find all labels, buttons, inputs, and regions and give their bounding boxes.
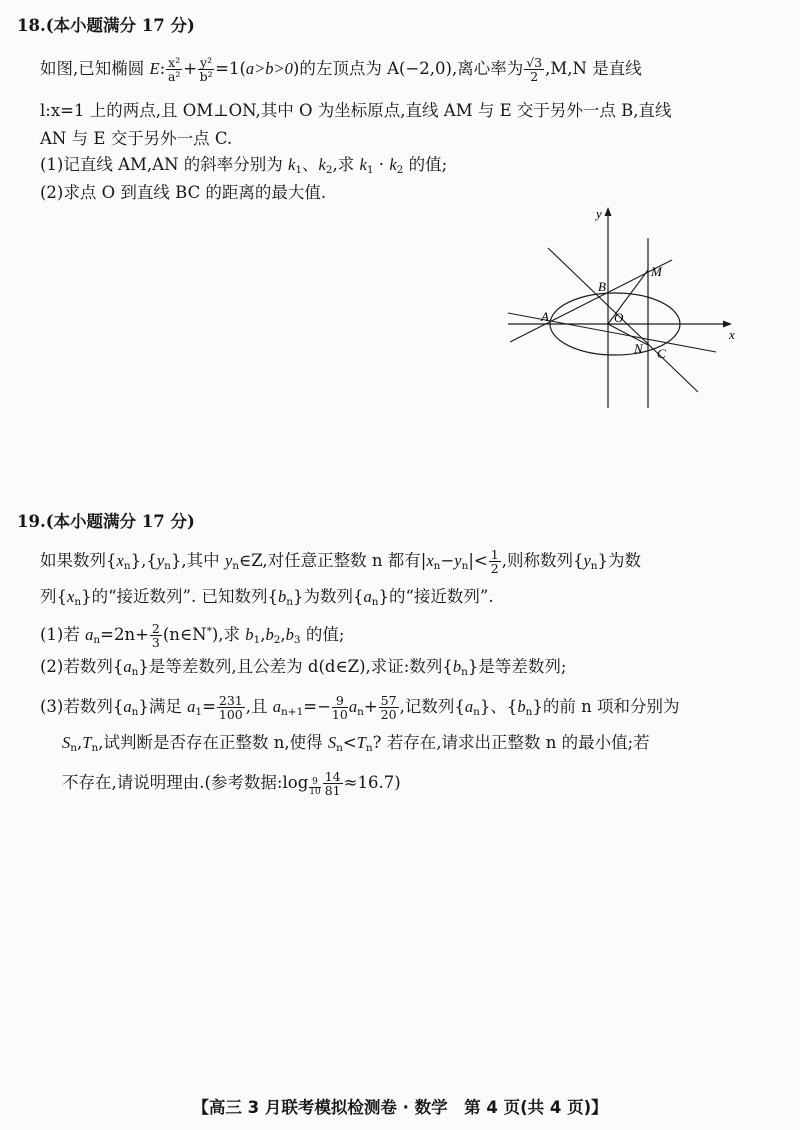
q19-frac-a1: $\frac{231}{100}$: [218, 693, 243, 722]
q18-condition: a>b>0: [245, 59, 293, 78]
q18-header: 18.(本小题满分 17 分): [17, 16, 195, 35]
label-b: B: [598, 279, 606, 294]
q19-frac-half: $\frac{1}{2}$: [490, 547, 499, 576]
q18-line-1: 如图,已知椭圆 E: $\frac{\text{x²}}{\text{a²}}$ + $\frac{\text{y²}}{\text{b²}}$ =1(a>b>0)的左顶点为 A(−2,0),离心率为 $\frac{√3}{2}$ ,M,N 是直线: [40, 55, 642, 84]
q18-part-2: (2)求点 O 到直线 BC 的距离的最大值.: [40, 183, 327, 202]
q18-text: 如图,已知椭圆: [40, 59, 150, 78]
label-n: N: [634, 341, 643, 356]
label-y: y: [596, 206, 602, 221]
q19-part-3-line-1: (3)若数列$\{a_n\}$满足 $a_1=$ $\frac{231}{100}$ ,且 $a_{n+1}=-$ $\frac{9}{10}$ $a_n+$ $\frac{57}{20}$ ,记数列$\{a_n\}$、$\{b_n\}$的前 n 项和分别为: [40, 693, 680, 722]
y-axis-arrow: [605, 207, 612, 216]
label-a: A: [541, 309, 549, 324]
q19-frac-two-thirds: $\frac{2}{3}$: [151, 621, 160, 650]
label-c: C: [657, 346, 666, 361]
q18-line-3: AN 与 E 交于另外一点 C.: [40, 129, 233, 148]
q19-part-1: (1)若 $a_n=2n+$ $\frac{2}{3}$ (n∈N*),求 $b_1,b_2,b_3$ 的值;: [40, 621, 345, 650]
q18-frac-y: $\frac{\text{y²}}{\text{b²}}$: [199, 55, 213, 84]
q19-frac-nine-tenths: $\frac{9}{10}$: [331, 693, 348, 722]
label-x: x: [729, 327, 735, 342]
q19-line-2: 列$\{x_n\}$的“接近数列”. 已知数列$\{b_n\}$为数列$\{a_n\}$的“接近数列”.: [40, 587, 494, 608]
q19-part-2: (2)若数列$\{a_n\}$是等差数列,且公差为 d(d∈Z),求证:数列$\{b_n\}$是等差数列;: [40, 657, 567, 678]
q19-log-base: $\frac{9}{10}$: [309, 777, 321, 797]
q18-part-1: (1)记直线 AM,AN 的斜率分别为 $k_1$、$k_2$,求 $k_1 \cdot k_2$ 的值;: [40, 155, 448, 176]
q19-part-3-line-2: $S_n,T_n$,试判断是否存在正整数 n,使得 $S_n<T_n$? 若存在,请求出正整数 n 的最小值;若: [62, 733, 650, 754]
label-m: M: [651, 264, 662, 279]
q18-eccentricity: $\frac{√3}{2}$: [526, 55, 543, 84]
q19-header: 19.(本小题满分 17 分): [17, 512, 195, 531]
q19-line-1: 如果数列$\{x_n\},\{y_n\}$,其中 $y_n\in Z$,对任意正整数 n 都有$|x_n-y_n|<$ $\frac{1}{2}$ ,则称数列$\{y_n\}$为数: [40, 547, 642, 576]
q19-frac-14-81: $\frac{14}{81}$: [324, 769, 341, 798]
q18-frac-x: $\frac{\text{x²}}{\text{a²}}$: [167, 55, 181, 84]
q19-frac-57-20: $\frac{57}{20}$: [380, 693, 397, 722]
page-footer: 【高三 3 月联考模拟检测卷 · 数学 第 4 页(共 4 页)】: [192, 1098, 608, 1117]
q18-ellipse-name: E: [149, 59, 160, 78]
q19-part-3-line-3: 不存在,请说明理由.(参考数据:log $\frac{9}{10}$ $\frac{14}{81}$ ≈16.7): [62, 769, 401, 798]
q18-line-2: l:x=1 上的两点,且 OM⊥ON,其中 O 为坐标原点,直线 AM 与 E 交于另外一点 B,直线: [40, 101, 672, 120]
q18-figure: [500, 200, 745, 415]
label-o: O: [614, 310, 624, 325]
